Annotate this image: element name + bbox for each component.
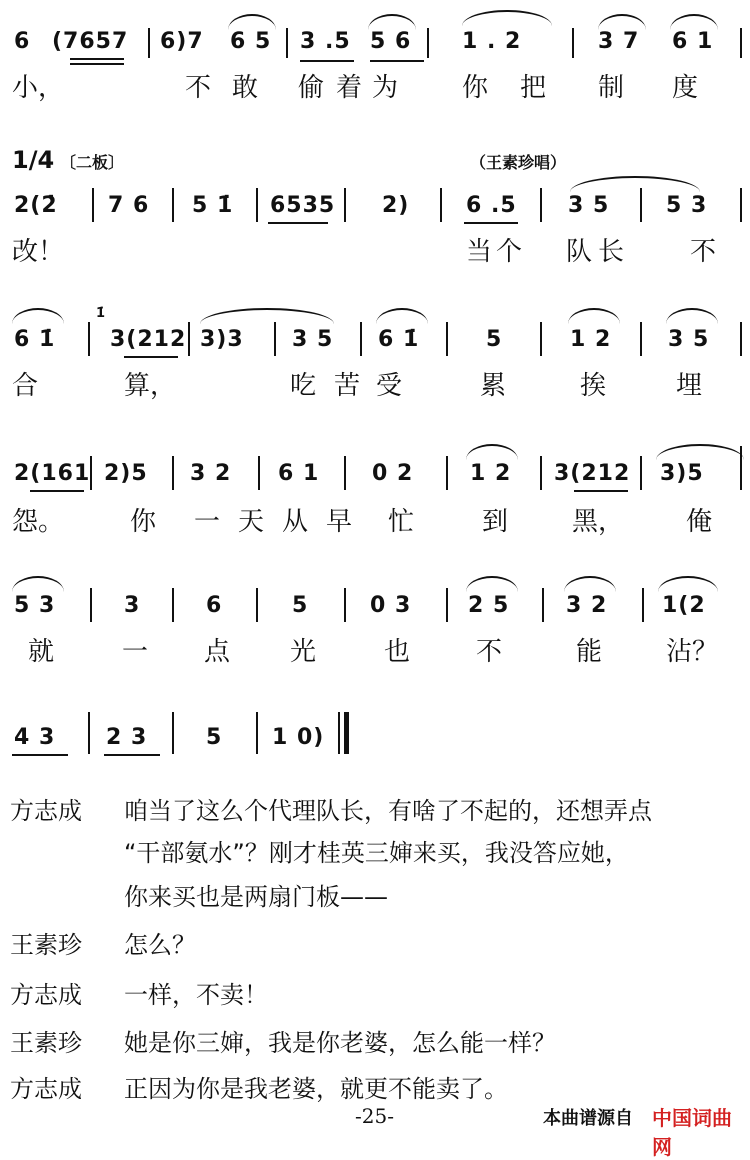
speech-text: 正因为你是我老婆，就更不能卖了。 [124,1075,508,1103]
bar-line [188,322,190,356]
lyric: 着 [336,73,363,103]
underline [12,754,68,756]
slur [228,14,276,30]
dialogue-line [0,790,750,832]
section-mark: 〔二板〕 [60,153,125,172]
note: 3)3 [200,327,244,352]
note: 2(2̇ [14,193,58,218]
page-number: -25- [355,1104,394,1128]
underline [30,490,84,492]
bar-line [148,28,150,58]
page-footer [0,1098,750,1159]
bar-line [540,322,542,356]
bar-line [172,712,174,754]
lyric: 苦 [334,371,361,401]
underline [370,60,424,62]
note: 5 [486,327,503,352]
bar-line [740,188,742,222]
lyric: 光 [290,637,317,667]
lyric: 早 [326,507,353,537]
slur [12,576,64,592]
dialogue-line [0,1022,750,1064]
bar-line [540,188,542,222]
underline [104,754,160,756]
slur [570,176,700,192]
lyric: 到 [482,507,509,537]
note: 1 . 2 [462,29,522,54]
slur [200,308,334,324]
underline [464,222,518,224]
bar-line [360,322,362,356]
slur [568,308,620,324]
lyric: 你 [130,507,157,537]
lyric: 把 [520,73,547,103]
note: 6 1̇ [14,327,56,352]
bar-line [172,456,174,490]
lyric: 不 [690,237,717,267]
note: 3(212 [110,327,187,352]
note: 2)5 [104,461,148,486]
bar-line [572,28,574,58]
bar-line [542,588,544,622]
lyric: 算， [124,371,177,401]
note: 4 3 [14,725,56,750]
underline [300,60,354,62]
lyric: 天 [238,507,265,537]
lyric: 能 [576,637,603,667]
lyric: 黑， [572,507,625,537]
lyric: 受 [376,371,403,401]
note: 6 5 [230,29,272,54]
bar-line [740,322,742,356]
bar-line [258,456,260,490]
lyric: 累 [480,371,507,401]
speaker-name: 方志成 [10,797,82,825]
time-signature-mark: 1/4 [12,146,55,174]
lyric: 怨。 [12,507,65,537]
speech-text: 怎么？ [124,931,196,959]
lyric: 制 [598,73,625,103]
slur [12,308,64,324]
bar-line [256,588,258,622]
bar-line [274,322,276,356]
bar-line [640,456,642,490]
dialogue-line [0,832,750,874]
brand-link[interactable]: 中国词曲网 [652,1106,732,1159]
slur [466,576,518,592]
lyric: 挨 [580,371,607,401]
note: (7657 [52,29,129,54]
lyric: 长 [598,237,625,267]
note: 1(2 [662,593,706,618]
source-label: 本曲谱源自 [543,1108,633,1129]
bar-line [256,188,258,222]
dialogue-line [0,924,750,966]
bar-line [172,588,174,622]
note: 7 6 [108,193,150,218]
bar-line [286,28,288,58]
note: 3 .5 [300,29,351,54]
slur [656,444,744,460]
score-line-1-lyrics [0,70,750,106]
bar-line [344,588,346,622]
lyric: 也 [384,637,411,667]
lyric: 一 [194,507,221,537]
bar-line [427,28,429,58]
note: 2 3 [106,725,148,750]
speaker-name: 方志成 [10,1075,82,1103]
score-line-6-notes [0,718,750,758]
note: 6535 [270,193,336,218]
slur [658,576,718,592]
note: 3)5 [660,461,704,486]
lyric: 改！ [12,237,65,267]
note: 3 5 [568,193,610,218]
slur [666,308,718,324]
score-line-2-notes [0,186,750,226]
lyric: 埋 [676,371,703,401]
lyric: 点 [204,637,231,667]
note: 2 5 [468,593,510,618]
lyric: 当 [466,237,493,267]
lyric: 吃 [290,371,317,401]
lyric: 不 [185,73,212,103]
note: 5 3 [666,193,708,218]
bar-line [440,188,442,222]
lyric: 俺 [686,507,713,537]
underline [70,63,124,65]
note: 6)7 [160,29,204,54]
bar-line [338,712,340,754]
lyric: 不 [476,637,503,667]
note: 6 1̇ [378,327,420,352]
note: 3 [124,593,141,618]
bar-line [540,456,542,490]
bar-line [344,188,346,222]
underline [124,356,178,358]
bar-line [88,712,90,754]
speaker-name: 王素珍 [10,931,82,959]
note: 3(212 [554,461,631,486]
lyric: 从 [282,507,309,537]
note: 6 [206,593,223,618]
bar-line [642,588,644,622]
bar-line [92,188,94,222]
lyric: 沾？ [666,637,719,667]
dialogue-line [0,974,750,1016]
note: 1 0) [272,725,325,750]
note: 1 2 [470,461,512,486]
bar-line [344,456,346,490]
score-line-5-notes [0,586,750,626]
lyric: 你 [462,73,489,103]
note: 2(161 [14,461,91,486]
bar-line [172,188,174,222]
note: 5 [292,593,309,618]
note: 5 1̇ [192,193,234,218]
slur [564,576,616,592]
lyric: 偷 [298,73,325,103]
note: 6 1 [672,29,714,54]
note: 5 6 [370,29,412,54]
speaker-name: 方志成 [10,981,82,1009]
note: 3 2 [190,461,232,486]
score-line-3-lyrics [0,368,750,404]
note: 6 1 [278,461,320,486]
lyric: 队 [566,237,593,267]
bar-line [446,456,448,490]
slur [462,10,552,26]
underline [70,58,124,60]
score-line-4-notes [0,454,750,494]
note: 3 5 [668,327,710,352]
note: 0 3 [370,593,412,618]
bar-line [90,456,92,490]
speech-text: 她是你三婶，我是你老婆，怎么能一样？ [124,1029,556,1057]
note: 5 [206,725,223,750]
bar-line [640,322,642,356]
note: 6 [14,29,31,54]
score-line-4-lyrics [0,504,750,540]
slur [670,14,718,30]
speaker-name: 王素珍 [10,1029,82,1057]
note: 3 2 [566,593,608,618]
underline [574,490,628,492]
lyric: 就 [28,637,55,667]
bar-line [88,322,90,356]
speech-text: 一样，不卖！ [124,981,268,1009]
score-line-5-lyrics [0,634,750,670]
lyric: 度 [672,73,699,103]
bar-line [740,28,742,58]
slur [466,444,518,460]
note: 1 2 [570,327,612,352]
bar-line [446,588,448,622]
bar-line [256,712,258,754]
lyric: 为 [372,73,399,103]
note: 5 3 [14,593,56,618]
slur [368,14,416,30]
lyric: 小， [12,73,65,103]
bar-line [446,322,448,356]
note: 2) [382,193,410,218]
grace-note-mark: 1̇ [96,306,106,321]
score-line-3-notes [0,320,750,360]
lyric: 一 [122,637,149,667]
lyric: 合 [12,371,39,401]
lyric: 敢 [232,73,259,103]
note: 6 .5 [466,193,517,218]
slur [376,308,428,324]
dialogue-line [0,876,750,918]
lyric: 个 [496,237,523,267]
bar-line [640,188,642,222]
speech-text: “干部氨水”？刚才桂英三婶来买，我没答应她， [124,839,629,867]
note: 3 5 [292,327,334,352]
note: 3 7 [598,29,640,54]
slur [598,14,646,30]
bar-line [90,588,92,622]
final-bar-line [344,712,349,754]
speech-text: 咱当了这么个代理队长，有啥了不起的，还想弄点 [124,797,652,825]
lyric: 忙 [388,507,415,537]
score-line-2-lyrics [0,234,750,270]
singer-mark: （王素珍唱） [470,153,567,172]
note: 0 2 [372,461,414,486]
speech-text: 你来买也是两扇门板—— [124,883,388,911]
underline [268,222,328,224]
